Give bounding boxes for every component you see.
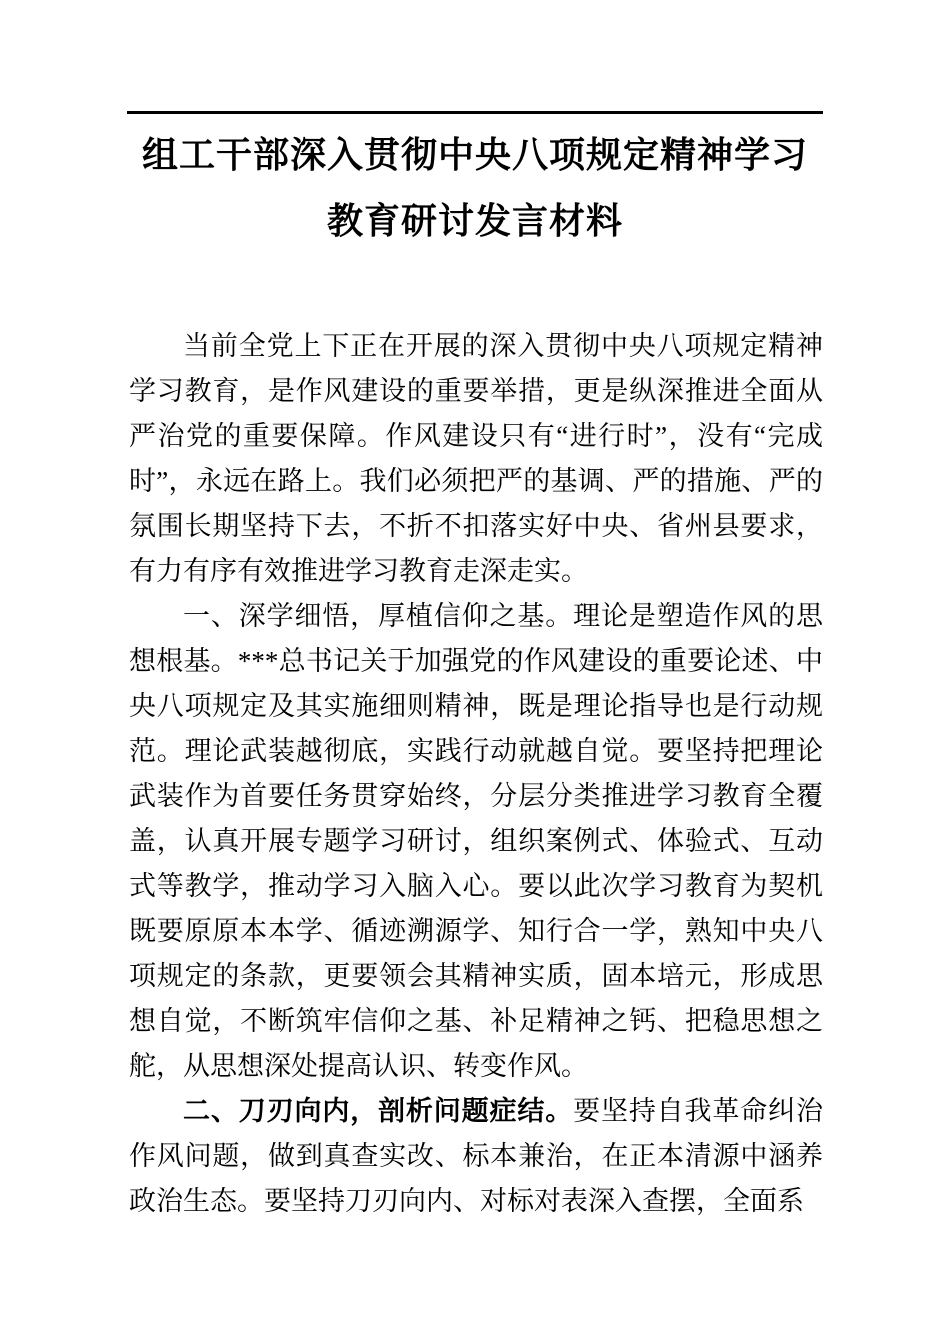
paragraph-intro-text: 当前全党上下正在开展的深入贯彻中央八项规定精神学习教育，是作风建设的重要举措，更是纵深推进全面从严治党的重要保障。作风建设只有“进行时”，没有“完成时”，永远在路上。我们必须把严的基调、严的措施、严的氛围长期坚持下去，不折不扣落实好中央、省州县要求，有力有序有效推进学习教育走深走实。	[129, 331, 823, 586]
paragraph-section-2-text: 要坚持自我革命纠治作风问题，做到真查实改、标本兼治，在正本清源中涵养政治生态。要坚持刀刃向内、对标对表深入查摆，全面系	[129, 1096, 824, 1216]
document-title-line-1: 组工干部深入贯彻中央八项规定精神学习	[141, 135, 808, 175]
paragraph-section-2-lead: 二、刀刃向内，剖析问题症结。	[183, 1096, 574, 1126]
document-title-line-2: 教育研讨发言材料	[326, 201, 623, 241]
paragraph-section-2	[129, 1089, 823, 1224]
title-divider-line	[127, 111, 823, 114]
document-body	[129, 324, 823, 1224]
paragraph-section-1	[129, 594, 823, 1089]
document-title	[0, 122, 950, 254]
paragraph-intro	[129, 324, 823, 594]
paragraph-section-1-text: 一、深学细悟，厚植信仰之基。理论是塑造作风的思想根基。***总书记关于加强党的作风建设的重要论述、中央八项规定及其实施细则精神，既是理论指导也是行动规范。理论武装越彻底，实践行动就越自觉。要坚持把理论武装作为首要任务贯穿始终，分层分类推进学习教育全覆盖，认真开展专题学习研讨，组织案例式、体验式、互动式等教学，推动学习入脑入心。要以此次学习教育为契机既要原原本本学、循迹溯源学、知行合一学，熟知中央八项规定的条款，更要领会其精神实质，固本培元，形成思想自觉，不断筑牢信仰之基、补足精神之钙、把稳思想之舵，从思想深处提高认识、转变作风。	[129, 601, 823, 1081]
